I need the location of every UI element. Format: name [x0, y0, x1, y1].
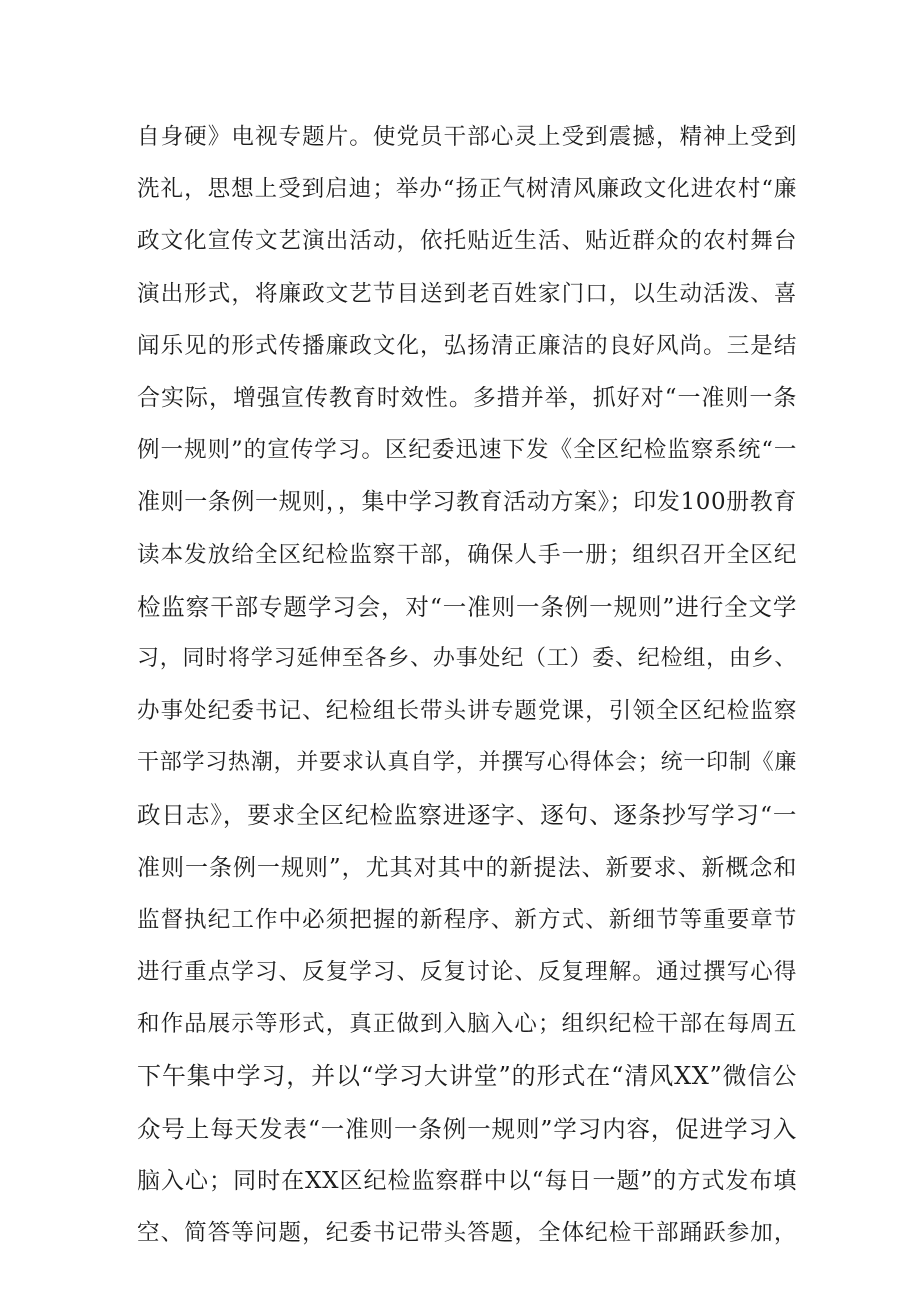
- text-line: 众号上每天发表“一准则一条例一规则”学习内容，促进学习入: [137, 1114, 797, 1143]
- text-line: 自身硬》电视专题片。使党员干部心灵上受到震撼，精神上受到: [137, 124, 797, 150]
- text-line: 进行重点学习、反复学习、反复讨论、反复理解。通过撰写心得: [137, 959, 797, 985]
- text-line: 例一规则”的宣传学习。区纪委迅速下发《全区纪检监察系统“一: [137, 437, 797, 464]
- text-line: 和作品展示等形式，真正做到入脑入心；组织纪检干部在每周五: [137, 1011, 797, 1038]
- text-line: 准则一条例一规则”，尤其对其中的新提法、新要求、新概念和: [137, 854, 797, 881]
- text-line: 政日志》，要求全区纪检监察进逐字、逐句、逐条抄写学习“一: [137, 801, 797, 830]
- text-line: 干部学习热潮，并要求认真自学，并撰写心得体会；统一印制《廉: [137, 750, 797, 776]
- text-line: 办事处纪委书记、纪检组长带头讲专题党课，引领全区纪检监察: [137, 698, 797, 725]
- text-line: 习，同时将学习延伸至各乡、办事处纪（工）委、纪检组，由乡、: [137, 645, 797, 671]
- text-line: 下午集中学习，并以“学习大讲堂”的形式在“清风XX”微信公: [137, 1062, 797, 1091]
- body-paragraph: [137, 111, 797, 1259]
- text-line: 检监察干部专题学习会，对“一准则一条例一规则”进行全文学: [137, 592, 797, 621]
- text-line: 闻乐见的形式传播廉政文化，弘扬清正廉洁的良好风尚。三是结: [137, 332, 797, 359]
- text-line: 读本发放给全区纪检监察干部，确保人手一册；组织召开全区纪: [137, 541, 797, 568]
- text-line: 政文化宣传文艺演出活动，依托贴近生活、贴近群众的农村舞台: [137, 228, 797, 255]
- text-line: 监督执纪工作中必须把握的新程序、新方式、新细节等重要章节: [137, 906, 797, 933]
- text-line: 空、简答等问题，纪委书记带头答题，全体纪检干部踊跃参加，: [137, 1219, 797, 1246]
- text-line: 演出形式，将廉政文艺节目送到老百姓家门口，以生动活泼、喜: [137, 280, 797, 307]
- text-line: 准则一条例一规则，，集中学习教育活动方案》；印发100册教育: [137, 489, 797, 516]
- text-line: 脑入心；同时在XX区纪检监察群中以“每日一题”的方式发布填: [137, 1167, 797, 1194]
- text-line: 洗礼，思想上受到启迪；举办“扬正气树清风廉政文化进农村“廉: [137, 176, 797, 203]
- text-line: 合实际，增强宣传教育时效性。多措并举，抓好对“一准则一条: [137, 384, 797, 411]
